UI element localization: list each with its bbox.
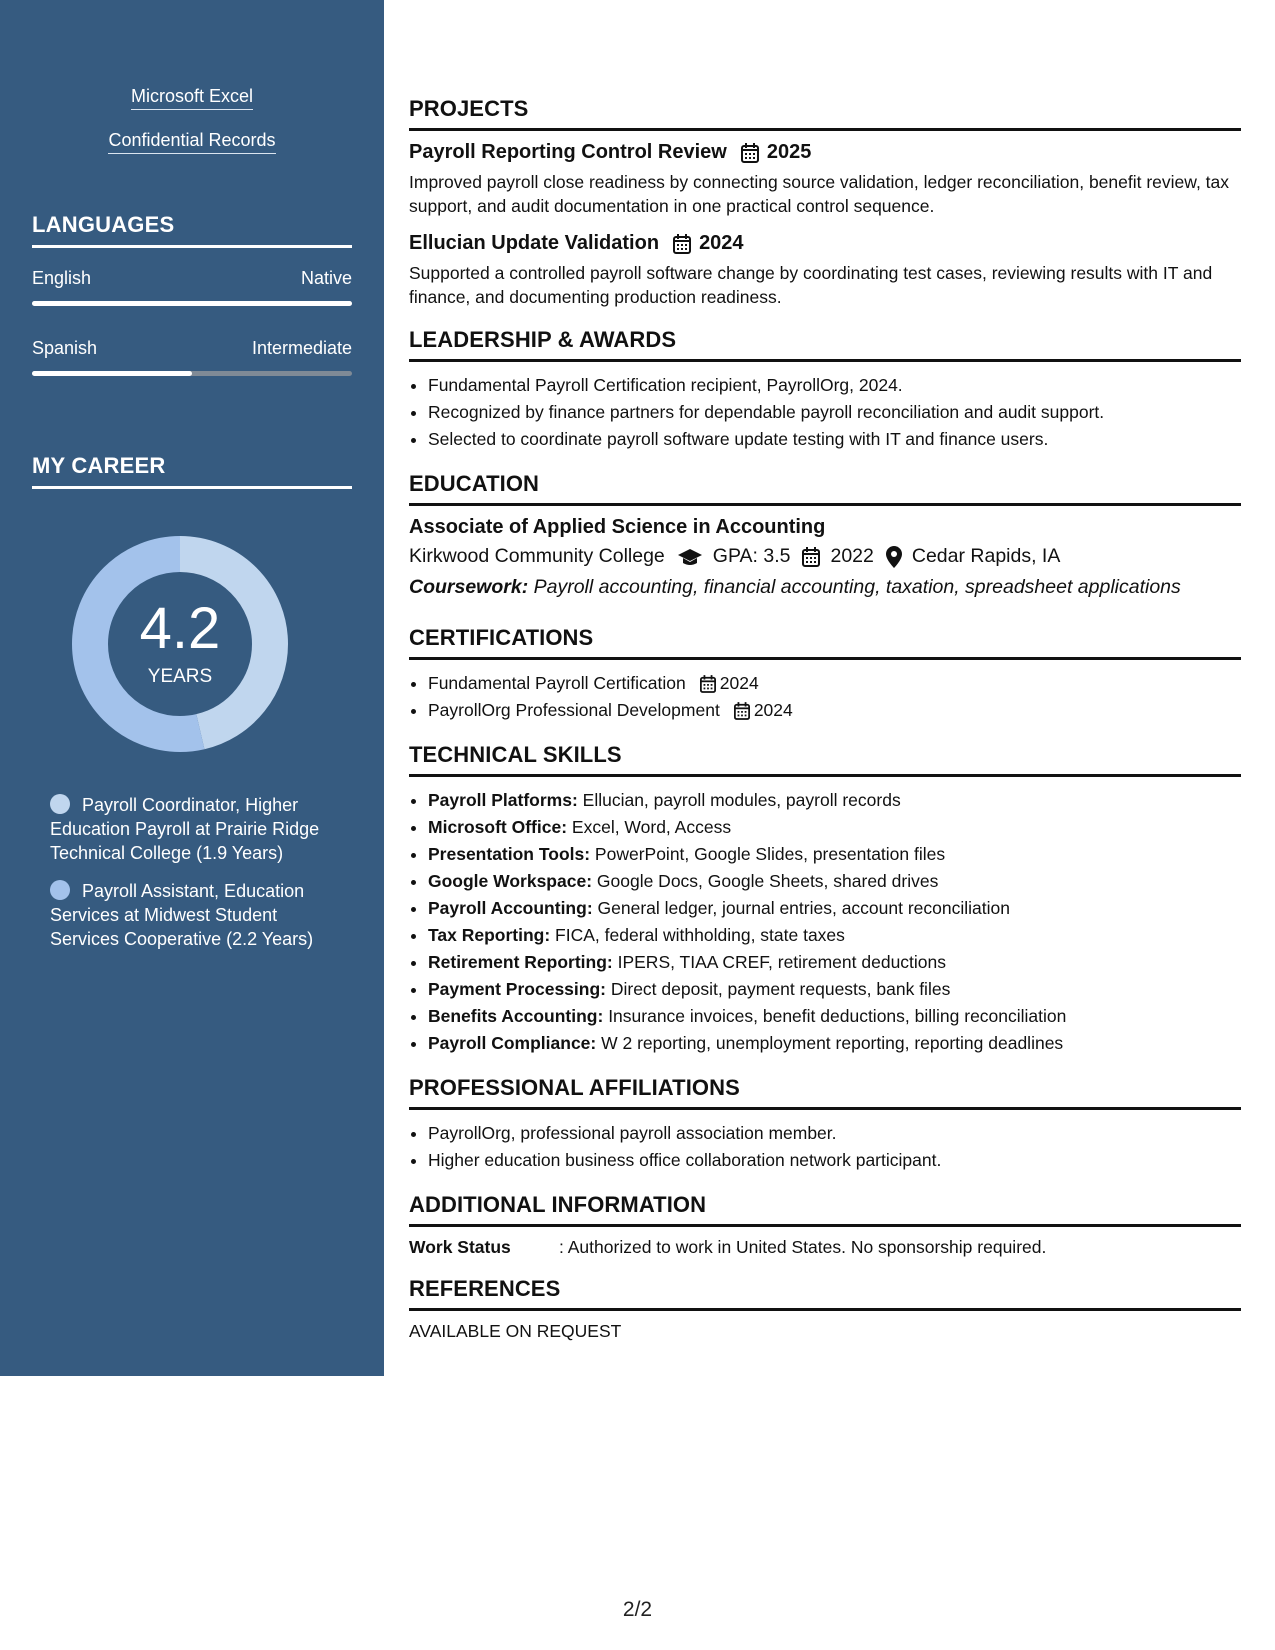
tag-confidential-records: Confidential Records: [108, 130, 275, 154]
calendar-icon: [741, 143, 759, 163]
page-number: 2/2: [622, 1598, 653, 1621]
skill-value: IPERS, TIAA CREF, retirement deductions: [612, 952, 947, 972]
additional-info-section: [409, 1192, 1241, 1258]
main-content: [409, 96, 1241, 1360]
career-legend-item: [50, 793, 330, 865]
career-legend: [50, 793, 330, 965]
skill-label: Payment Processing:: [428, 979, 606, 999]
work-status-value: : Authorized to work in United States. No sponsorship required.: [559, 1237, 1047, 1257]
additional-info-heading: ADDITIONAL INFORMATION: [409, 1192, 1241, 1227]
career-donut-chart: [66, 530, 294, 758]
sidebar: [0, 0, 384, 1376]
legend-dot: [50, 880, 70, 900]
project-header: [409, 141, 1241, 164]
skill-label: Microsoft Office:: [428, 817, 568, 837]
project-description: Supported a controlled payroll software change by coordinating test cases, reviewing results with IT and finance, and documenting production readiness.: [409, 263, 1213, 307]
language-spanish: [32, 338, 352, 376]
sidebar-tags: [0, 86, 384, 174]
technical-skills-section: [409, 742, 1241, 1057]
certifications-section: [409, 625, 1241, 724]
skill-value: PowerPoint, Google Slides, presentation files: [590, 844, 946, 864]
skill-label: Payroll Compliance:: [428, 1033, 597, 1053]
certification-item: [428, 697, 1241, 724]
skill-item: [428, 976, 1241, 1003]
language-proficiency-bar: [32, 371, 352, 376]
skill-value: Insurance invoices, benefit deductions, billing reconciliation: [603, 1006, 1067, 1026]
language-proficiency-fill: [32, 371, 192, 376]
skill-value: Ellucian, payroll modules, payroll records: [577, 790, 901, 810]
projects-heading: PROJECTS: [409, 96, 1241, 131]
language-proficiency-bar: [32, 301, 352, 306]
calendar-icon: [700, 675, 716, 693]
project-name: Ellucian Update Validation: [409, 232, 660, 254]
location-pin-icon: [886, 546, 902, 568]
coursework-label: Coursework:: [409, 576, 529, 598]
project-year: 2025: [766, 141, 812, 163]
skill-value: Excel, Word, Access: [567, 817, 732, 837]
leadership-section: [409, 327, 1241, 453]
skill-item: [428, 895, 1241, 922]
skill-label: Presentation Tools:: [428, 844, 591, 864]
language-level: Intermediate: [251, 338, 352, 358]
coursework-text: Payroll accounting, financial accounting, taxation, spreadsheet applications: [528, 576, 1181, 598]
skill-item: [428, 1030, 1241, 1057]
certification-item: [428, 670, 1241, 697]
skill-item: [428, 841, 1241, 868]
skill-label: Payroll Platforms:: [428, 790, 578, 810]
skill-item: [428, 814, 1241, 841]
project-name: Payroll Reporting Control Review: [409, 141, 727, 163]
language-level: Native: [300, 268, 352, 288]
project-year: 2024: [699, 232, 744, 254]
skill-item: [428, 787, 1241, 814]
calendar-icon: [802, 547, 820, 567]
career-years-value: 4.2: [139, 596, 221, 661]
languages-heading: LANGUAGES: [32, 212, 352, 248]
skill-value: W 2 reporting, unemployment reporting, reporting deadlines: [596, 1033, 1064, 1053]
project-description: Improved payroll close readiness by connecting source validation, ledger reconciliation, benefit review, tax support, and audit documentation in one practical control sequence.: [409, 172, 1230, 216]
skill-value: General ledger, journal entries, account reconciliation: [592, 898, 1010, 918]
leadership-item: • Selected to coordinate payroll software update testing with IT and finance users.: [428, 426, 1241, 453]
education-coursework: [409, 576, 1241, 599]
skill-item: [428, 949, 1241, 976]
language-name: English: [32, 268, 92, 288]
career-legend-label: Payroll Assistant, Education Services at Midwest Student Services Cooperative (2.2 Years): [50, 881, 314, 949]
education-heading: EDUCATION: [409, 471, 1241, 506]
calendar-icon: [734, 702, 750, 720]
calendar-icon: [673, 234, 691, 254]
references-text: AVAILABLE ON REQUEST: [409, 1321, 622, 1341]
affiliations-heading: PROFESSIONAL AFFILIATIONS: [409, 1075, 1241, 1110]
leadership-item: • Recognized by finance partners for dependable payroll reconciliation and audit support.: [428, 399, 1241, 426]
affiliations-section: [409, 1075, 1241, 1174]
skill-item: [428, 1003, 1241, 1030]
references-section: [409, 1276, 1241, 1342]
education-location: Cedar Rapids, IA: [911, 545, 1061, 567]
language-name: Spanish: [32, 338, 98, 358]
career-heading: MY CAREER: [32, 453, 352, 489]
skill-label: Benefits Accounting:: [428, 1006, 604, 1026]
certification-year: 2024: [719, 673, 759, 693]
skill-value: Google Docs, Google Sheets, shared drives: [592, 871, 939, 891]
certification-name: • Fundamental Payroll Certification: [428, 673, 686, 693]
affiliation-item: • PayrollOrg, professional payroll association member.: [428, 1120, 1241, 1147]
education-gpa: GPA: 3.5: [712, 545, 791, 567]
skill-label: Google Workspace:: [428, 871, 593, 891]
work-status-row: [409, 1237, 1241, 1258]
language-proficiency-fill: [32, 301, 352, 306]
certifications-heading: CERTIFICATIONS: [409, 625, 1241, 660]
project-header: [409, 232, 1241, 255]
affiliation-item: • Higher education business office collaboration network participant.: [428, 1147, 1241, 1174]
skill-value: Direct deposit, payment requests, bank files: [605, 979, 951, 999]
skill-item: [428, 868, 1241, 895]
graduation-cap-icon: [677, 547, 703, 567]
skill-label: Retirement Reporting:: [428, 952, 613, 972]
references-heading: REFERENCES: [409, 1276, 1241, 1311]
skill-label: Tax Reporting:: [428, 925, 551, 945]
certification-year: 2024: [753, 700, 793, 720]
skill-label: Payroll Accounting:: [428, 898, 593, 918]
certification-name: • PayrollOrg Professional Development: [428, 700, 720, 720]
career-years-unit: YEARS: [147, 666, 213, 687]
leadership-item: • Fundamental Payroll Certification recipient, PayrollOrg, 2024.: [428, 372, 1241, 399]
career-legend-label: Payroll Coordinator, Higher Education Payroll at Prairie Ridge Technical College (1.9 Years): [50, 795, 320, 863]
technical-skills-heading: TECHNICAL SKILLS: [409, 742, 1241, 777]
projects-section: [409, 96, 1241, 309]
work-status-label: Work Status: [409, 1237, 511, 1257]
legend-dot: [50, 794, 70, 814]
education-details: [409, 545, 1241, 568]
education-year: 2022: [830, 545, 874, 567]
education-degree: Associate of Applied Science in Accounting: [409, 516, 826, 538]
language-english: [32, 268, 352, 306]
tag-microsoft-excel: Microsoft Excel: [131, 86, 253, 110]
skill-item: [428, 922, 1241, 949]
leadership-heading: LEADERSHIP & AWARDS: [409, 327, 1241, 362]
education-section: [409, 471, 1241, 599]
education-school: Kirkwood Community College: [409, 545, 665, 567]
skill-value: FICA, federal withholding, state taxes: [550, 925, 845, 945]
career-legend-item: [50, 879, 330, 951]
